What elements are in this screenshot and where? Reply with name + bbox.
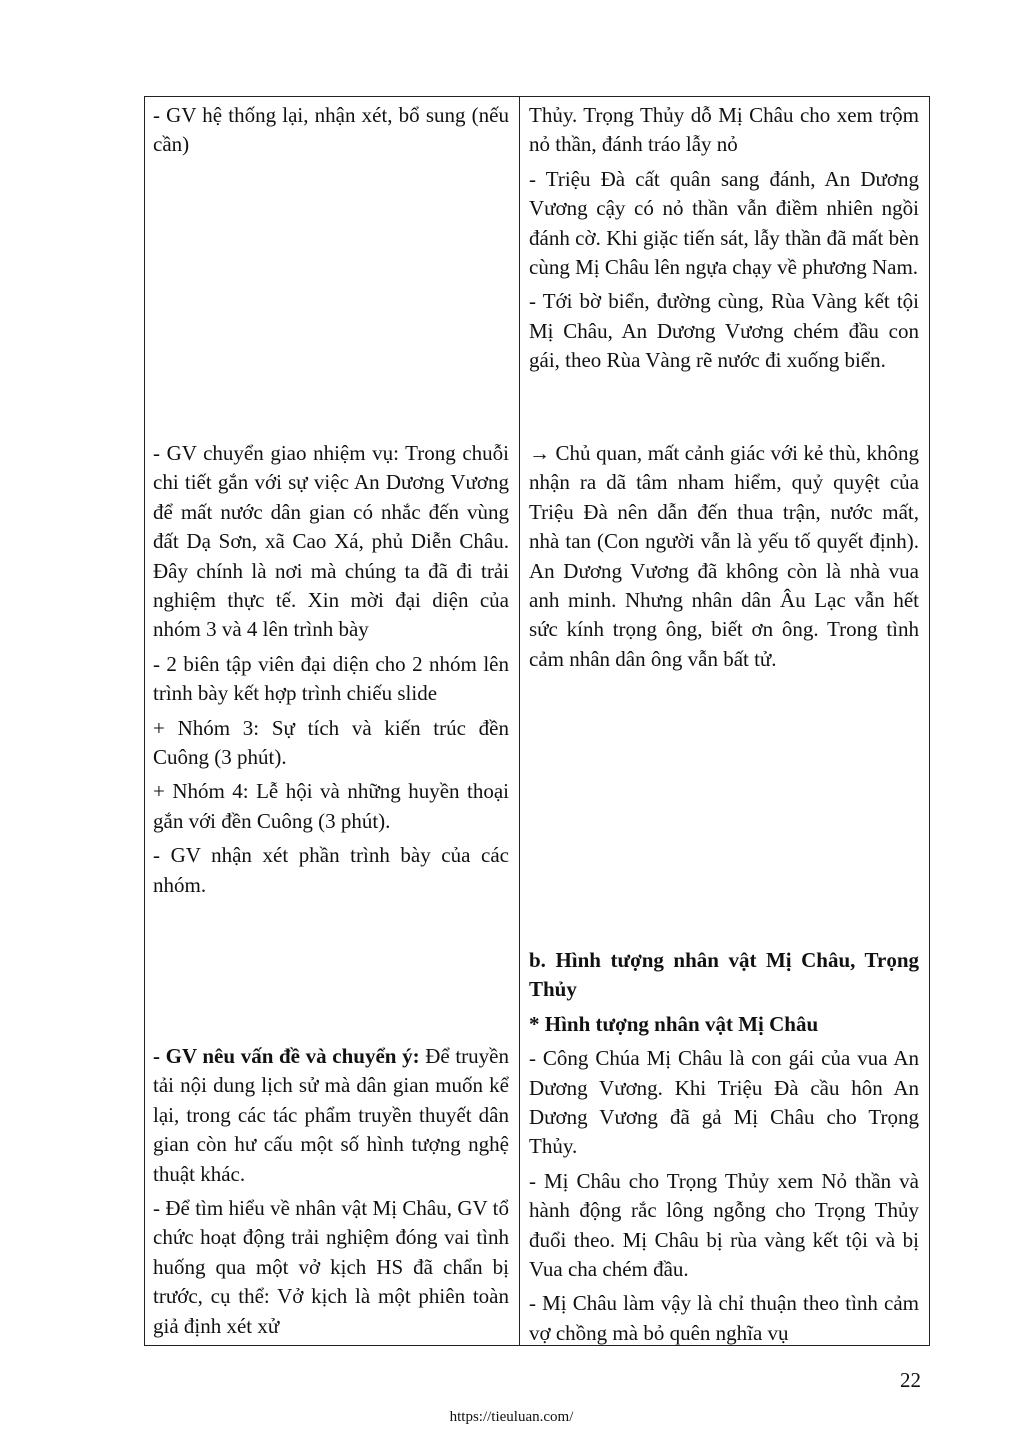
- left-block-2: [153, 439, 509, 900]
- paragraph: - Mị Châu cho Trọng Thủy xem Nỏ thần và hành động rắc lông ngỗng cho Trọng Thủy đuổi theo. Mị Châu bị rùa vàng kết tội và bị Vua cha chém đầu.: [529, 1168, 919, 1282]
- paragraph: + Nhóm 4: Lễ hội và những huyền thoại gắn với đền Cuông (3 phút).: [153, 779, 509, 833]
- paragraph: [153, 1042, 509, 1189]
- paragraph: + Nhóm 3: Sự tích và kiến trúc đền Cuông (3 phút).: [153, 715, 509, 770]
- paragraph: - Mị Châu làm vậy là chỉ thuận theo tình cảm vợ chồng mà bỏ quên nghĩa vụ: [529, 1291, 919, 1345]
- bold-lead: - GV nêu vấn đề và chuyển ý:: [153, 1044, 420, 1068]
- paragraph: Thủy. Trọng Thủy dỗ Mị Châu cho xem trộm nỏ thần, đánh tráo lẫy nỏ: [529, 103, 919, 157]
- page-number: 22: [900, 1368, 921, 1392]
- paragraph: - GV nhận xét phần trình bày của các nhóm.: [153, 843, 509, 897]
- column-divider: [519, 97, 520, 1345]
- paragraph-rest: Để truyền tải nội dung lịch sử mà dân gian muốn kể lại, trong các tác phẩm truyền thuyết dân gian còn hư cấu một số hình tượng nghệ thuật khác.: [153, 1044, 509, 1186]
- paragraph: - Công Chúa Mị Châu là con gái của vua An Dương Vương. Khi Triệu Đà cầu hôn An Dương Vương đã gả Mị Châu cho Trọng Thủy.: [529, 1046, 919, 1159]
- paragraph: - Tới bờ biển, đường cùng, Rùa Vàng kết tội Mị Châu, An Dương Vương chém đầu con gái, theo Rùa Vàng rẽ nước đi xuống biển.: [529, 289, 919, 373]
- footer-url[interactable]: https://tieuluan.com/: [449, 1409, 574, 1425]
- paragraph: - GV hệ thống lại, nhận xét, bổ sung (nếu cần): [153, 103, 509, 157]
- paragraph: - 2 biên tập viên đại diện cho 2 nhóm lên trình bày kết hợp trình chiếu slide: [153, 651, 509, 706]
- paragraph: - GV chuyển giao nhiệm vụ: Trong chuỗi chi tiết gắn với sự việc An Dương Vương để mất nước dân gian có nhắc đến vùng đất Dạ Sơn, xã Cao Xá, phủ Diễn Châu. Đây chính là nơi mà chúng ta đã đi trải nghiệm thực tế. Xin mời đại diện của nhóm 3 và 4 lên trình bày: [153, 441, 509, 642]
- subsection-heading: * Hình tượng nhân vật Mị Châu: [529, 1011, 819, 1036]
- left-block-1: [153, 101, 509, 160]
- right-block-2: [529, 439, 919, 674]
- right-block-1: [529, 101, 919, 376]
- content-table: [144, 96, 930, 1346]
- paragraph: - Để tìm hiểu về nhân vật Mị Châu, GV tổ chức hoạt động trải nghiệm đóng vai tình huống qua một vở kịch HS đã chẩn bị trước, cụ thể: Vở kịch là một phiên toàn giả định xét xử: [153, 1196, 509, 1338]
- paragraph: → Chủ quan, mất cảnh giác với kẻ thù, không nhận ra dã tâm nham hiểm, quỷ quyệt của Triệu Đà nên dẫn đến thua trận, nước mất, nhà tan (Con người vẫn là yếu tố quyết định). An Dương Vương đã không còn là nhà vua anh minh. Nhưng nhân dân Âu Lạc vẫn hết sức kính trọng ông, biết ơn ông. Trong tình cảm nhân dân ông vẫn bất tử.: [529, 441, 919, 671]
- left-block-3: [153, 1042, 509, 1341]
- right-block-3: [529, 946, 919, 1348]
- paragraph: - Triệu Đà cất quân sang đánh, An Dương Vương cậy có nỏ thần vẫn điềm nhiên ngồi đánh cờ. Khi giặc tiến sát, lẫy thần đã mất bèn cùng Mị Châu lên ngựa chạy về phương Nam.: [529, 166, 919, 280]
- section-heading: b. Hình tượng nhân vật Mị Châu, Trọng Thủy: [529, 948, 919, 1002]
